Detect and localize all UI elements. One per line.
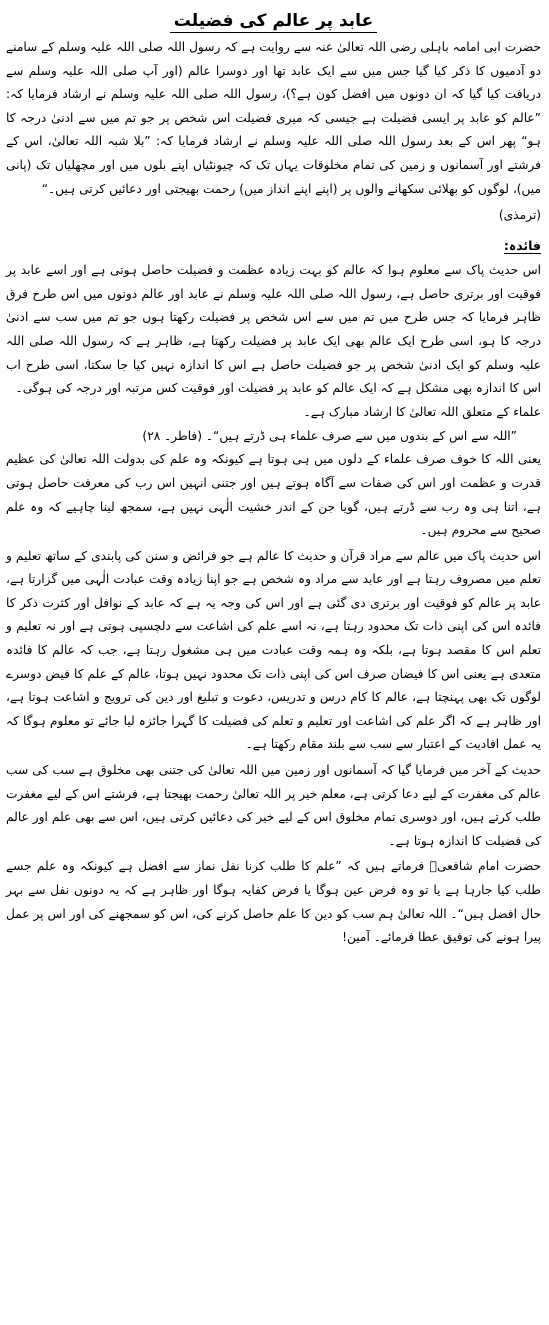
faida-heading-text: فائدہ:: [503, 238, 541, 254]
faida-paragraph-5: حدیث کے آخر میں فرمایا گیا کہ آسمانوں اور زمین میں اللہ تعالیٰ کی جتنی بھی مخلوق ہے سب کی سب عالم کی مغفرت کے لیے دعا کرتی ہے، معلم خیر پر اللہ تعالیٰ رحمت بھیجتا ہے، فرشتے اس کے لیے مغفرت طلب کرتے ہیں، اور دوسری تمام مخلوق اس کے لیے خیر کی دعائیں کرتی ہیں، اس سے بھی علم اور عالم کی فضیلت کا اندازہ ہوتا ہے۔: [6, 763, 541, 848]
quran-quote: ”اللہ سے اس کے بندوں میں سے صرف علماء ہی ڈرتے ہیں“۔ (فاطر۔ ۲۸): [142, 429, 517, 444]
faida-paragraph-3: یعنی اللہ کا خوف صرف علماء کے دلوں میں ہی ہوتا ہے کیونکہ وہ علم کی بدولت اللہ تعالیٰ کی عظیم قدرت و عظمت اور اس کی صفات سے آگاہ ہوتے ہیں اور جتنی انہیں اس رب کی معرفت حاصل ہوتی ہے، اتنا ہی وہ رب سے ڈرتے ہیں، گویا جن کے اندر خشیت الٰہی نہیں ہے، سمجھ لینا چاہیے کہ وہ علم صحیح سے محروم ہیں۔: [6, 452, 541, 538]
faida-paragraph-6: حضرت امام شافعیؒ فرماتے ہیں کہ ”علم کا طلب کرنا نفل نماز سے افضل ہے کیونکہ وہ علم جسے طلب کیا جارہا ہے یا تو وہ فرض عین ہوگا یا فرض کفایہ ہوگا اور ظاہر ہے کہ یہ دونوں نفل سے بہر حال افضل ہیں“۔ اللہ تعالیٰ ہم سب کو دین کا علم حاصل کرنے کی، اس کو سمجھنے کی اور اس پر عمل پیرا ہونے کی توفیق عطا فرمائے۔ آمین!: [6, 859, 541, 945]
page-title: [6, 6, 541, 36]
page-title-text: عابد پر عالم کی فضیلت: [170, 11, 377, 33]
hadith-paragraph: حضرت ابی امامہ باہلی رضی اللہ تعالیٰ عنہ سے روایت ہے کہ رسول اللہ صلی اللہ علیہ وسلم کے سامنے دو آدمیوں کا ذکر کیا گیا جس میں سے ایک عابد تھا اور دوسرا عالم (اور آپ صلی اللہ علیہ وسلم سے دریافت کیا گیا کہ ان دونوں میں افضل کون ہے؟)، رسول اللہ صلی اللہ علیہ وسلم نے ارشاد فرمایا کہ: ”عالم کو عابد پر ایسی فضیلت ہے جیسی کہ میری فضیلت اس شخص پر جو تم میں سے ادنیٰ درجہ کا ہو“ پھر اس کے بعد رسول اللہ صلی اللہ علیہ وسلم نے ارشاد فرمایا کہ: ”بلا شبہ اللہ تعالیٰ، اس کے فرشتے اور آسمانوں و زمین کی تمام مخلوقات یہاں تک کہ چیونٹیاں اپنے بلوں میں اور مچھلیاں تک (پانی میں)، لوگوں کو بھلائی سکھانے والوں پر (اپنے اپنے انداز میں) رحمت بھیجتی اور دعائیں کرتی ہیں۔“: [6, 40, 541, 196]
faida-paragraph-2: علماء کے متعلق اللہ تعالیٰ کا ارشاد مبارک ہے۔: [303, 404, 541, 419]
faida-paragraph-4: اس حدیث پاک میں عالم سے مراد قرآن و حدیث کا عالم ہے جو فرائض و سنن کی پابندی کے ساتھ تعلیم و تعلم میں مصروف رہتا ہے اور عابد سے مراد وہ شخص ہے جو اپنا زیادہ وقت عبادت الٰہی میں گزارتا ہے، عابد پر عالم کو فوقیت اور برتری دی گئی ہے اور اس کی وجہ یہ ہے کہ عابد کے نوافل اور کثرت ذکر کا فائدہ اس کی اپنی ذات تک محدود رہتا ہے، نہ اسے علم کی اشاعت سے دلچسپی ہوتی ہے اور نہ تعلیم و تعلم اس کا مقصد ہوتا ہے، بلکہ وہ ہمہ وقت عبادت میں ہی مشغول رہتا ہے، جب کہ عالم کا فائدہ متعدی ہے یعنی اس کا فیضان صرف اس کی اپنی ذات تک محدود نہیں ہوتا، عالم کے علم کا فیض دوسرے لوگوں تک بھی پہنچتا ہے، عالم کا کام درس و تدریس، دعوت و تبلیغ اور دین کی ترویج و اشاعت ہوتا ہے، اور ظاہر ہے کہ اگر علم کی اشاعت اور تعلیم و تعلم کی فضیلت کا گہرا جائزہ لیا جائے تو معلوم ہوگا کہ یہ عمل افادیت کے اعتبار سے سب سے بلند مقام رکھتا ہے۔: [6, 548, 541, 752]
faida-heading: [6, 233, 541, 259]
faida-paragraph-1: اس حدیث پاک سے معلوم ہوا کہ عالم کو بہت زیادہ عظمت و فضیلت حاصل ہوتی ہے اور اسے عابد پر فوقیت اور برتری حاصل ہے، رسول اللہ صلی اللہ علیہ وسلم نے عابد اور عالم دونوں میں اس طرح فرق ظاہر فرمایا کہ جس طرح میں تم میں سے اس شخص پر فضیلت رکھتا ہوں جو تم میں سب سے ادنیٰ درجہ کا ہو، اسی طرح ایک عالم بھی ایک عابد پر فضیلت رکھتا ہے، ظاہر ہے کہ رسول اللہ صلی اللہ علیہ وسلم کو ایک ادنیٰ شخص پر جو فضیلت حاصل ہے اس کا اندازہ نہیں کیا جا سکتا، اسی طرح اب اس کا اندازہ بھی مشکل ہے کہ ایک عالم کو عابد پر فضیلت اور فوقیت کس مرتبہ اور درجہ کی ہوگی۔: [6, 263, 541, 396]
reference-label: (ترمذی): [498, 208, 541, 223]
